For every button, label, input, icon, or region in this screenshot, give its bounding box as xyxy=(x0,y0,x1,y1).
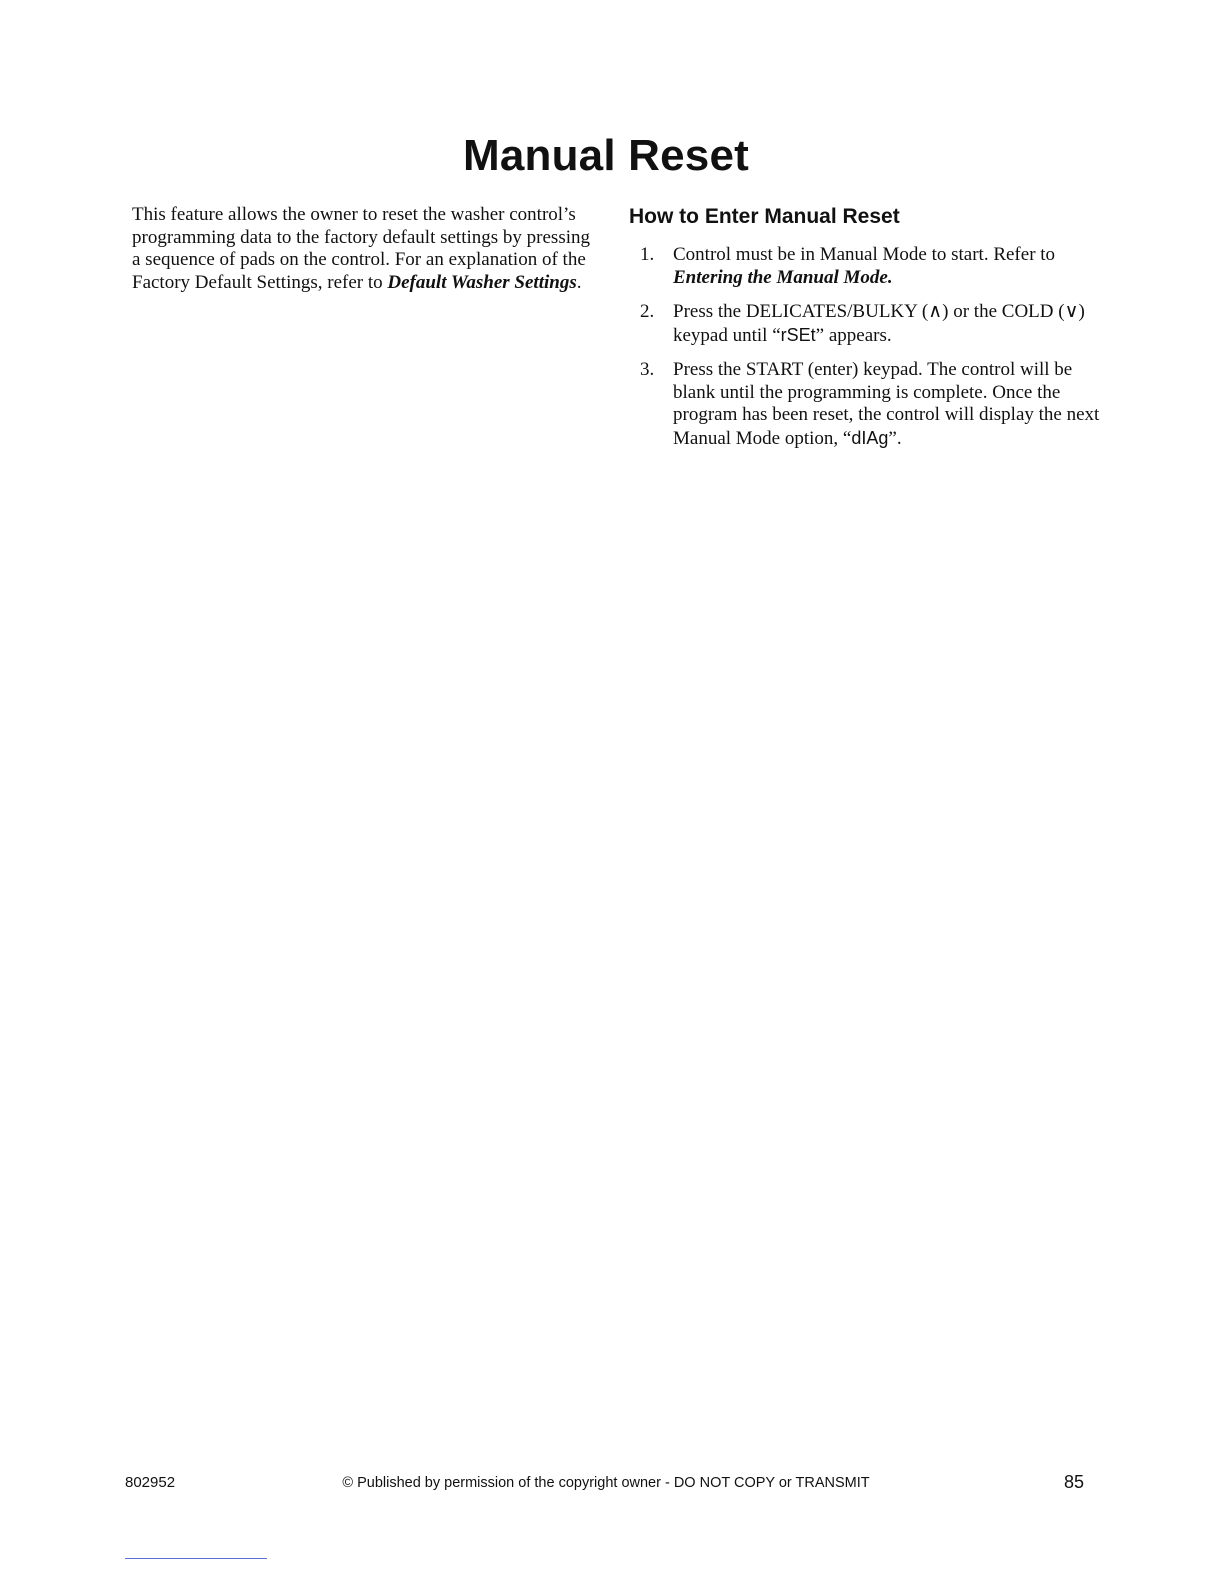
step-number: 2. xyxy=(640,301,655,322)
footer-page-number: 85 xyxy=(1064,1472,1085,1492)
step-text xyxy=(673,244,1100,289)
bottom-rule xyxy=(125,1558,267,1559)
intro-text-end: . xyxy=(576,271,582,293)
intro-text: This feature allows the owner to reset the washer control’s programming data to the factory default settings by pressing a sequence of pads on the control. For an explanation of the Factory Default Settings, refer to xyxy=(132,204,590,293)
step-3-text-end: ”. xyxy=(888,427,902,449)
footer-copyright: © Published by permission of the copyright owner - DO NOT COPY or TRANSMIT xyxy=(342,1475,870,1491)
step-number: 1. xyxy=(640,244,655,265)
step-3 xyxy=(640,359,1100,450)
entering-manual-mode-reference: Entering the Manual Mode. xyxy=(673,266,893,288)
intro-paragraph xyxy=(132,204,602,294)
step-1-text: Control must be in Manual Mode to start. Refer to xyxy=(673,244,1056,265)
footer-part-number: 802952 xyxy=(125,1474,176,1491)
step-2-text-end: ” appears. xyxy=(815,324,892,346)
step-text xyxy=(673,301,1100,347)
page-title: Manual Reset xyxy=(462,131,750,180)
display-code-rset: rSEt xyxy=(780,324,816,345)
steps-list xyxy=(640,244,1100,462)
step-2-text: Press the DELICATES/BULKY (∧) or the COLD (∨) keypad until “ xyxy=(673,301,1085,346)
section-heading: How to Enter Manual Reset xyxy=(629,205,900,228)
step-2 xyxy=(640,301,1100,347)
step-number: 3. xyxy=(640,359,655,380)
step-text xyxy=(673,359,1100,450)
display-code-diag: dIAg xyxy=(851,427,889,448)
step-1 xyxy=(640,244,1100,289)
default-washer-settings-reference: Default Washer Settings xyxy=(387,271,577,293)
step-3-text: Press the START (enter) keypad. The control will be blank until the programming is complete. Once the program has been reset, the control will display the next Manual Mode option, “ xyxy=(673,359,1100,449)
